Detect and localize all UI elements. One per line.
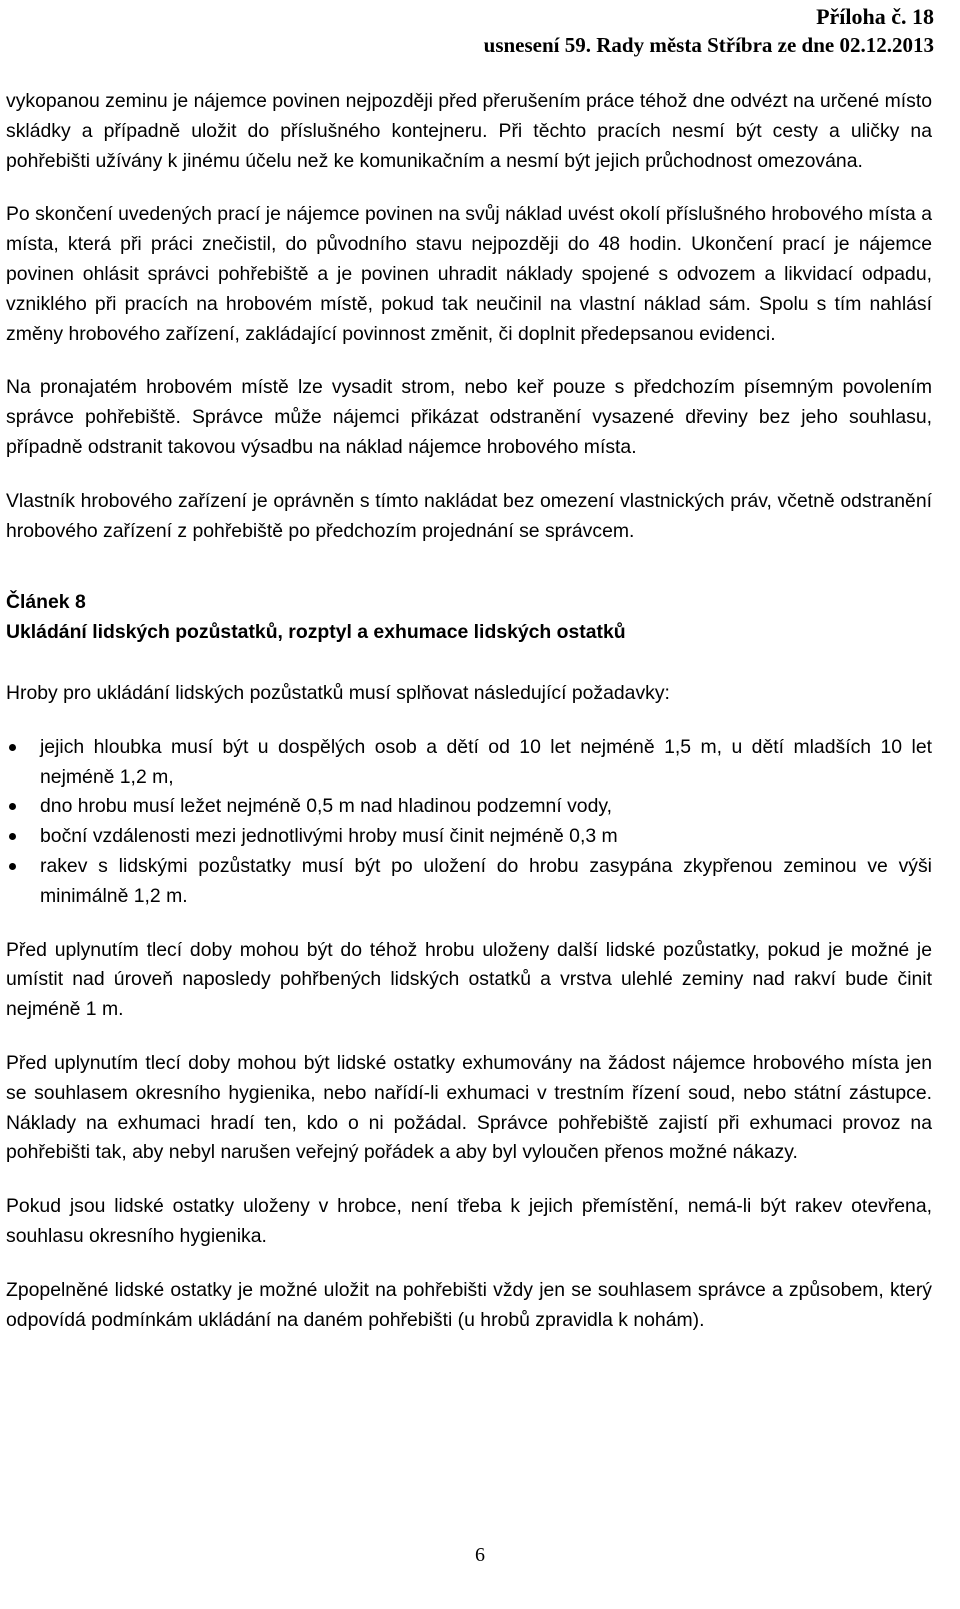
list-item-text: jejich hloubka musí být u dospělých osob a dětí od 10 let nejméně 1,5 m, u dětí mladších 10 let nejméně 1,2 m,: [40, 735, 932, 788]
paragraph: Zpopelněné lidské ostatky je možné uložit na pohřebišti vždy jen se souhlasem správce a způsobem, který odpovídá podmínkám ukládání na daném pohřebišti (u hrobů zpravidla k nohám).: [6, 1278, 932, 1331]
paragraph: Před uplynutím tlecí doby mohou být do téhož hrobu uloženy další lidské pozůstatky, pokud je možné je umístit nad úroveň naposledy pohřbených lidských ostatků a vrstva ulehlé zeminy nad rakví bude činit nejméně 1 m.: [6, 938, 932, 1021]
page-header: [484, 2, 934, 58]
bullet-icon: [9, 744, 16, 751]
document-body: [6, 87, 932, 1359]
requirements-list: [6, 733, 932, 912]
article-intro: Hroby pro ukládání lidských pozůstatků musí splňovat následující požadavky:: [6, 681, 670, 704]
bullet-icon: [9, 833, 16, 840]
list-item-text: rakev s lidskými pozůstatky musí být po uložení do hrobu zasypána zkypřenou zeminou ve výši minimálně 1,2 m.: [40, 854, 932, 907]
list-item: [6, 852, 932, 912]
paragraph: Pokud jsou lidské ostatky uloženy v hrobce, není třeba k jejich přemístění, nemá-li být rakev otevřena, souhlasu okresního hygienika.: [6, 1195, 932, 1247]
article-number: Článek 8: [6, 591, 86, 614]
paragraph: Na pronajatém hrobovém místě lze vysadit strom, nebo keř pouze s předchozím písemným povolením správce pohřebiště. Správce může nájemci přikázat odstranění vysazené dřeviny bez jeho souhlasu, případně odstranit takovou výsadbu na náklad nájemce hrobového místa.: [6, 376, 932, 458]
bullet-icon: [9, 863, 16, 870]
paragraph: Vlastník hrobového zařízení je oprávněn s tímto nakládat bez omezení vlastnických práv, včetně odstranění hrobového zařízení z pohřebiště po předchozím projednání se správcem.: [6, 489, 932, 542]
list-item: [6, 792, 932, 822]
bullet-icon: [9, 803, 16, 810]
header-annex-label: Příloha č. 18: [816, 4, 934, 29]
paragraph: Před uplynutím tlecí doby mohou být lidské ostatky exhumovány na žádost nájemce hrobového místa jen se souhlasem okresního hygienika, nebo nařídí-li exhumaci v trestním řízení soud, nebo státní zástupce. Náklady na exhumaci hradí ten, kdo o ni požádal. Správce pohřebiště zajistí při exhumaci provoz na pohřebišti tak, aby nebyl narušen veřejný pořádek a aby byl vyloučen přenos možné nákazy.: [6, 1051, 932, 1164]
list-item-text: dno hrobu musí ležet nejméně 0,5 m nad hladinou podzemní vody,: [40, 795, 613, 818]
list-item: [6, 822, 932, 852]
paragraph: Po skončení uvedených prací je nájemce povinen na svůj náklad uvést okolí příslušného hrobového místa a místa, která při práci znečistil, do původního stavu nejpozději do 48 hodin. Ukončení prací je nájemce povinen ohlásit správci pohřebiště a je povinen uhradit náklady spojené s odvozem a likvidací odpadu, vzniklého při pracích na hrobovém místě, pokud tak neučinil na vlastní náklad sám. Spolu s tím nahlásí změny hrobového zařízení, zakládající povinnost změnit, či doplnit předepsanou evidenci.: [6, 203, 932, 345]
list-item: [6, 733, 932, 793]
paragraph: vykopanou zeminu je nájemce povinen nejpozději před přerušením práce téhož dne odvézt na určené místo skládky a případně uložit do příslušného kontejneru. Při těchto pracích nesmí být cesty a uličky na pohřebišti užívány k jinému účelu než ke komunikačním a nesmí být jejich průchodnost omezována.: [6, 90, 932, 172]
header-resolution-label: usnesení 59. Rady města Stříbra ze dne 02.12.2013: [483, 33, 934, 57]
list-item-text: boční vzdálenosti mezi jednotlivými hroby musí činit nejméně 0,3 m: [40, 825, 618, 848]
article-title: Ukládání lidských pozůstatků, rozptyl a exhumace lidských ostatků: [6, 621, 626, 644]
page-number: 6: [475, 1544, 485, 1566]
